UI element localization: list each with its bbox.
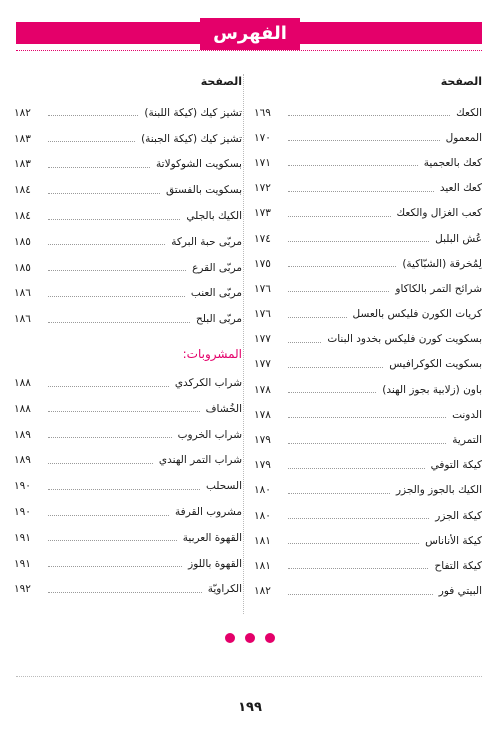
dot-leader <box>288 191 434 192</box>
dot-icon <box>245 633 255 643</box>
dot-leader <box>288 392 376 393</box>
dot-leader <box>288 317 347 318</box>
dot-leader <box>48 592 202 593</box>
entry-page-number: ١٧٨ <box>254 408 271 421</box>
dot-leader <box>48 411 200 412</box>
index-entry <box>14 255 242 281</box>
dot-leader <box>48 141 135 142</box>
entry-title: كريات الكورن فليكس بالعسل <box>352 308 482 321</box>
entry-page-number: ١٧١ <box>254 156 271 169</box>
entry-page-number: ١٨١ <box>254 534 271 547</box>
index-entry <box>254 553 482 578</box>
page-column-header: الصفحة <box>440 75 482 88</box>
entry-title: شراب الكركدي <box>174 377 242 390</box>
entry-title: شراب التمر الهندي <box>158 454 242 467</box>
entry-page-number: ١٨٠ <box>254 484 271 497</box>
entry-title: شراب الخروب <box>177 428 242 441</box>
entry-page-number: ١٨٤ <box>14 210 31 223</box>
entry-title: باون (زلابية بجوز الهند) <box>382 383 482 396</box>
entry-title: مربّى القرع <box>192 261 242 274</box>
entry-title: مربّى البلح <box>196 313 242 326</box>
entry-title: لِمُخرقة (الشبّاكية) <box>402 257 482 270</box>
dot-leader <box>288 140 440 141</box>
dot-leader <box>48 115 138 116</box>
entry-page-number: ١٩٢ <box>14 583 31 596</box>
footer-rule <box>16 676 482 677</box>
entry-title: بسكويت الكوكرافيس <box>389 358 482 371</box>
entry-page-number: ١٧٩ <box>254 434 271 447</box>
index-entry <box>254 226 482 251</box>
dot-leader <box>288 468 425 469</box>
page-number: ١٩٩ <box>238 700 262 715</box>
dot-leader <box>288 493 390 494</box>
index-entry <box>14 203 242 229</box>
entry-title: تشيز كيك (كيكة اللبنة) <box>144 106 242 119</box>
entry-title: الكيك بالجوز والجزر <box>395 484 482 497</box>
dot-leader <box>48 270 186 271</box>
dot-leader <box>288 342 321 343</box>
entry-page-number: ١٧٠ <box>254 131 271 144</box>
index-entry <box>14 126 242 152</box>
index-entry <box>14 448 242 474</box>
index-entry <box>254 276 482 301</box>
entry-title: الكراويّة <box>207 583 242 596</box>
entry-title: التمرية <box>452 434 482 447</box>
entry-title: الكيك بالجلي <box>186 210 242 223</box>
entry-title: كيكة التوفي <box>430 459 482 472</box>
index-column-right <box>254 72 482 604</box>
dot-leader <box>48 540 177 541</box>
entry-page-number: ١٨٩ <box>14 428 31 441</box>
dot-leader <box>288 594 433 595</box>
index-entry <box>254 427 482 452</box>
entry-page-number: ١٧٩ <box>254 459 271 472</box>
entry-title: الكعك <box>456 106 482 119</box>
column-divider <box>243 74 244 614</box>
index-entry <box>14 281 242 307</box>
entry-title: كعك العيد <box>439 182 482 195</box>
entry-title: الدونت <box>452 408 482 421</box>
entry-page-number: ١٨٨ <box>14 377 31 390</box>
index-entry <box>14 152 242 178</box>
entry-page-number: ١٨٢ <box>14 106 31 119</box>
dot-leader <box>288 165 418 166</box>
entry-title: بسكويت الشوكولاتة <box>156 158 242 171</box>
entry-title: بسكويت كورن فليكس بخدود البنات <box>327 333 482 346</box>
index-entry <box>254 251 482 276</box>
index-entry <box>14 525 242 551</box>
entry-title: القهوة باللوز <box>188 557 242 570</box>
index-entry <box>254 528 482 553</box>
dot-leader <box>288 115 450 116</box>
dot-leader <box>288 543 419 544</box>
entry-page-number: ١٦٩ <box>254 106 271 119</box>
index-entry <box>254 503 482 528</box>
index-entry <box>14 177 242 203</box>
entry-page-number: ١٧٥ <box>254 257 271 270</box>
page-title: الفهرس <box>200 18 300 50</box>
index-list-right <box>254 100 482 604</box>
dot-leader <box>288 266 396 267</box>
entry-title: شرائح التمر بالكاكاو <box>395 282 482 295</box>
header-rule <box>16 50 482 51</box>
entry-title: كعك بالعجمية <box>423 156 482 169</box>
index-entry <box>254 302 482 327</box>
decorative-dots <box>0 628 500 647</box>
dot-leader <box>288 417 446 418</box>
dot-icon <box>265 633 275 643</box>
entry-title: تشيز كيك (كيكة الجبنة) <box>141 132 242 145</box>
dot-leader <box>288 216 391 217</box>
dot-leader <box>48 296 185 297</box>
entry-title: الخُشاف <box>205 402 242 415</box>
dot-leader <box>288 291 389 292</box>
entry-title: السحلب <box>205 480 242 493</box>
entry-page-number: ١٨٦ <box>14 313 31 326</box>
drinks-section-heading: المشروبات: <box>182 347 242 362</box>
dot-leader <box>288 443 446 444</box>
dot-leader <box>288 241 429 242</box>
index-entry <box>254 352 482 377</box>
entry-page-number: ١٨٥ <box>14 261 31 274</box>
index-entry <box>14 100 242 126</box>
index-list-drinks <box>14 370 242 602</box>
entry-page-number: ١٨٨ <box>14 402 31 415</box>
index-entry <box>254 125 482 150</box>
index-list-left <box>14 100 242 332</box>
dot-leader <box>288 568 428 569</box>
entry-title: كعب الغزال والكعك <box>396 207 482 220</box>
dot-icon <box>225 633 235 643</box>
index-entry <box>254 327 482 352</box>
entry-page-number: ١٨٩ <box>14 454 31 467</box>
entry-page-number: ١٨٤ <box>14 184 31 197</box>
page-column-header: الصفحة <box>200 75 242 88</box>
index-entry <box>14 422 242 448</box>
entry-page-number: ١٨٦ <box>14 287 31 300</box>
entry-title: المعمول <box>445 131 482 144</box>
entry-page-number: ١٧٨ <box>254 383 271 396</box>
dot-leader <box>48 515 169 516</box>
entry-page-number: ١٧٢ <box>254 182 271 195</box>
index-entry <box>14 577 242 603</box>
dot-leader <box>48 244 165 245</box>
entry-page-number: ١٩١ <box>14 531 31 544</box>
index-entry <box>14 396 242 422</box>
index-entry <box>254 453 482 478</box>
dot-leader <box>48 219 180 220</box>
entry-page-number: ١٩٠ <box>14 480 31 493</box>
index-column-left <box>14 72 242 602</box>
index-entry <box>14 229 242 255</box>
dot-leader <box>48 167 150 168</box>
entry-title: مشروب القرفة <box>175 506 242 519</box>
entry-title: مربّى حبة البركة <box>171 235 242 248</box>
entry-page-number: ١٨٥ <box>14 235 31 248</box>
entry-page-number: ١٧٧ <box>254 358 271 371</box>
entry-page-number: ١٨٣ <box>14 158 31 171</box>
entry-page-number: ١٨٣ <box>14 132 31 145</box>
dot-leader <box>48 566 182 567</box>
entry-page-number: ١٧٤ <box>254 232 271 245</box>
entry-page-number: ١٨١ <box>254 559 271 572</box>
dot-leader <box>48 437 172 438</box>
index-entry <box>254 150 482 175</box>
entry-title: القهوة العربية <box>182 531 242 544</box>
entry-title: عُش البلبل <box>435 232 482 245</box>
entry-page-number: ١٨٢ <box>254 585 271 598</box>
entry-page-number: ١٧٧ <box>254 333 271 346</box>
entry-page-number: ١٨٠ <box>254 509 271 522</box>
entry-page-number: ١٧٦ <box>254 308 271 321</box>
dot-leader <box>48 463 153 464</box>
dot-leader <box>48 386 169 387</box>
index-entry <box>14 306 242 332</box>
dot-leader <box>48 322 190 323</box>
entry-title: كيكة التفاح <box>434 559 482 572</box>
dot-leader <box>288 367 383 368</box>
entry-page-number: ١٧٦ <box>254 282 271 295</box>
index-entry <box>254 579 482 604</box>
index-entry <box>14 370 242 396</box>
entry-title: البيتي فور <box>438 585 482 598</box>
dot-leader <box>48 193 160 194</box>
index-entry <box>254 176 482 201</box>
index-entry <box>14 499 242 525</box>
index-entry <box>254 201 482 226</box>
index-entry <box>14 473 242 499</box>
entry-title: كيكة الجزر <box>435 509 482 522</box>
entry-title: بسكويت بالفستق <box>165 184 242 197</box>
entry-page-number: ١٩١ <box>14 557 31 570</box>
entry-page-number: ١٧٣ <box>254 207 271 220</box>
index-entry <box>14 551 242 577</box>
entry-title: مربّى العنب <box>190 287 242 300</box>
index-entry <box>254 100 482 125</box>
index-entry <box>254 402 482 427</box>
entry-title: كيكة الأناناس <box>425 534 482 547</box>
index-entry <box>254 478 482 503</box>
index-entry <box>254 377 482 402</box>
dot-leader <box>48 489 200 490</box>
dot-leader <box>288 518 429 519</box>
entry-page-number: ١٩٠ <box>14 506 31 519</box>
